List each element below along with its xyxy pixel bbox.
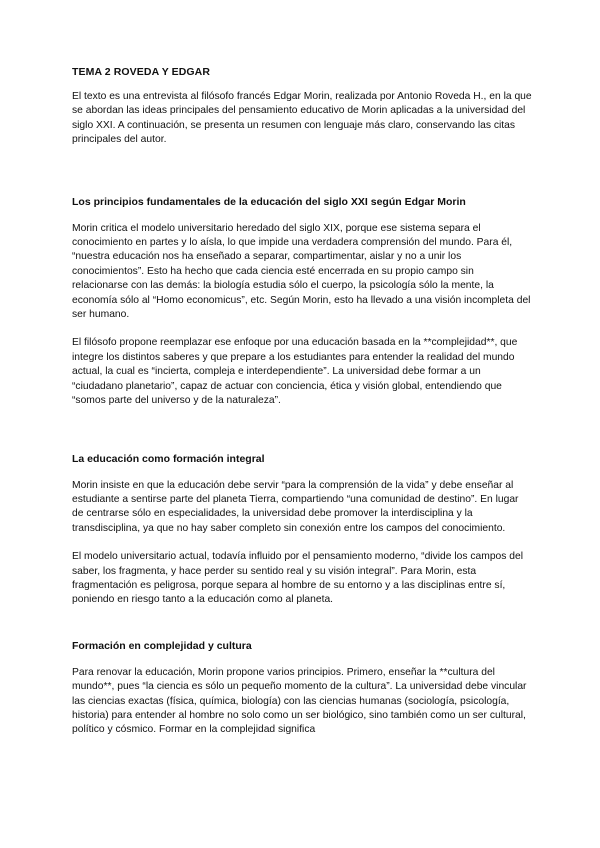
spacer [72, 465, 532, 479]
intro-paragraph: El texto es una entrevista al filósofo francés Edgar Morin, realizada por Antonio Roveda H., en la que se abordan las ideas principales del pensamiento educativo de Morin aplicadas a la universidad del siglo XXI. A continuación, se presenta un resumen con lenguaje más claro, conservando las citas principales del autor. [72, 91, 532, 146]
spacer [72, 208, 532, 222]
section-paragraph: Morin critica el modelo universitario heredado del siglo XIX, porque ese sistema separa el conocimiento en partes y lo aísla, lo que impide una verdadera comprensión del mundo. Para él, “nuestra educación nos ha enseñado a separar, compartimentar, aislar y no a unir los conocimientos”. Esto ha hecho que cada ciencia esté encerrada en su propio campo sin relacionarse con las demás: la biología estudia sólo el cuerpo, la psicología sólo la mente, la economía sólo al “Homo economicus”, etc. Según Morin, esto ha llevado a una visión incompleta del ser humano. [72, 222, 531, 321]
section-heading-integral: La educación como formación integral [72, 452, 265, 465]
section-heading-principles: Los principios fundamentales de la educación del siglo XXI según Edgar Morin [72, 195, 466, 208]
section-heading-complexity: Formación en complejidad y cultura [72, 639, 252, 652]
document-page [72, 66, 532, 752]
spacer [72, 652, 532, 666]
spacer [72, 162, 532, 196]
spacer [72, 423, 532, 453]
section-paragraph: Para renovar la educación, Morin propone varios principios. Primero, enseñar la **cultura del mundo**, pues “la ciencia es sólo un pequeño momento de la cultura”. La universidad debe vincular las ciencias exactas (física, química, biología) con las ciencias humanas (sociología, psicología, historia) para entender al hombre no solo como un ser biológico, sino también como un ser cultural, político y cósmico. Formar en la complejidad significa [72, 666, 527, 736]
section-paragraph: El modelo universitario actual, todavía influido por el pensamiento moderno, “divide los campos del saber, los fragmenta, y hace perder su sentido real y su visión integral”. Para Morin, esta fragmentación es peligrosa, porque separa al hombre de su entorno y a las disciplinas entre sí, poniendo en riesgo tanto a la educación como al planeta. [72, 551, 524, 606]
section-paragraph: Morin insiste en que la educación debe servir “para la comprensión de la vida” y debe enseñar al estudiante a sentirse parte del planeta Tierra, compartiendo “una comunidad de destino”. En lugar de centrarse sólo en especialidades, la universidad debe promover la interdisciplina y la transdisciplina, ya que no hay saber completo sin conexión entre los campos del conocimiento. [72, 479, 519, 534]
document-title: TEMA 2 ROVEDA Y EDGAR [72, 66, 211, 78]
spacer [72, 622, 532, 640]
section-paragraph: El filósofo propone reemplazar ese enfoque por una educación basada en la **complejidad**, que integre los distintos saberes y que prepare a los estudiantes para entender la realidad del mundo actual, la cual es “incierta, compleja e interdependiente”. La universidad debe formar a un “ciudadano planetario”, capaz de actuar con conciencia, ética y visión global, entendiendo que “somos parte del universo y de la naturaleza”. [72, 337, 518, 407]
